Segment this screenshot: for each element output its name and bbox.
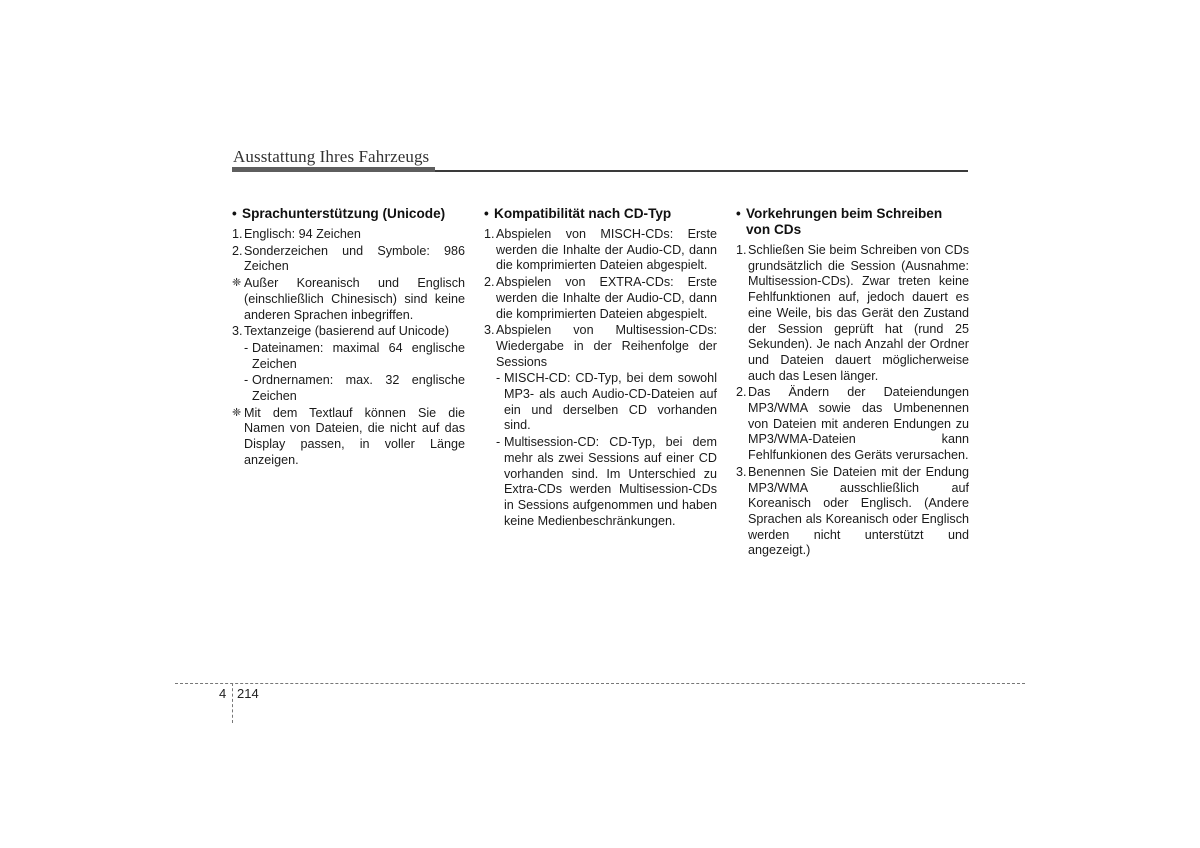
list-item: 1. Englisch: 94 Zeichen bbox=[232, 227, 361, 241]
column-language-support bbox=[232, 206, 465, 470]
list-item: 1. Abspielen von MISCH-CDs: Erste werden die Inhalte der Audio-CD, dann die komprimierten Dateien abgespielt. bbox=[484, 227, 717, 273]
list-item: 3. Textanzeige (basierend auf Unicode) bbox=[232, 324, 450, 339]
list-item: 3. Abspielen von Multisession-CDs: Wiedergabe in der Reihenfolge der Sessions bbox=[484, 323, 717, 369]
list-item: 1. Schließen Sie beim Schreiben von CDs grundsätzlich die Session (Ausnahme: Multisession-CDs). Zwar treten keine Fehlfunktionen auf, jedoch dauert es eine Weile, bis das Gerät den Zustand der Session geprüft hat (rund 25 Sekunden). Je nach Anzahl der Ordner und Dateien dauert möglicherweise auch das Lesen länger. bbox=[736, 243, 969, 383]
section-heading: • Vorkehrungen beim Schreiben von CDs bbox=[736, 206, 943, 237]
header-rule-thin bbox=[435, 170, 968, 172]
chapter-number: 4 bbox=[219, 686, 227, 701]
column-cd-writing-precautions bbox=[736, 206, 969, 560]
section-heading: • Sprachunterstützung (Unicode) bbox=[232, 206, 446, 221]
list-item: 2. Das Ändern der Dateiendungen MP3/WMA sowie das Umbenennen von Dateien mit anderen Endungen zu MP3/WMA-Dateien kann Fehlfunkionen des Geräts verursachen. bbox=[736, 385, 969, 463]
header-rule-thick bbox=[232, 167, 435, 172]
page-header-title: Ausstattung Ihres Fahrzeugs bbox=[233, 147, 430, 166]
footer-rule bbox=[175, 683, 1025, 684]
section-heading: • Kompatibilität nach CD-Typ bbox=[484, 206, 672, 221]
list-item: 3. Benennen Sie Dateien mit der Endung MP3/WMA ausschließlich auf Koreanisch oder Englisch. (Andere Sprachen als Koreanisch oder Englisch werden nicht unterstützt und angezeigt.) bbox=[736, 464, 969, 558]
page-number: 214 bbox=[237, 686, 259, 701]
sub-item: - Ordnernamen: max. 32 englische Zeichen bbox=[244, 373, 465, 404]
note-item: ❈ Mit dem Textlauf können Sie die Namen von Dateien, die nicht auf das Display passen, in voller Länge anzeigen. bbox=[232, 405, 465, 467]
sub-item: - Multisession-CD: CD-Typ, bei dem mehr als zwei Sessions auf einer CD vorhanden sind. Im Unterschied zu Extra-CDs werden Multisession-CDs in Sessions aufgenommen und haben keine Medienbeschränkungen. bbox=[496, 435, 717, 528]
list-item: 2. Abspielen von EXTRA-CDs: Erste werden die Inhalte der Audio-CD, dann die komprimierten Dateien abgespielt. bbox=[484, 275, 717, 321]
column-cd-compatibility bbox=[484, 206, 717, 530]
footer-divider bbox=[232, 683, 233, 723]
sub-item: - MISCH-CD: CD-Typ, bei dem sowohl MP3- als auch Audio-CD-Dateien auf ein und derselben CD vorhanden sind. bbox=[496, 371, 717, 433]
list-item: 2. Sonderzeichen und Symbole: 986 Zeichen bbox=[232, 243, 465, 274]
note-item: ❈ Außer Koreanisch und Englisch (einschließlich Chinesisch) sind keine anderen Sprachen inbegriffen. bbox=[232, 276, 465, 322]
sub-item: - Dateinamen: maximal 64 englische Zeichen bbox=[244, 340, 465, 371]
